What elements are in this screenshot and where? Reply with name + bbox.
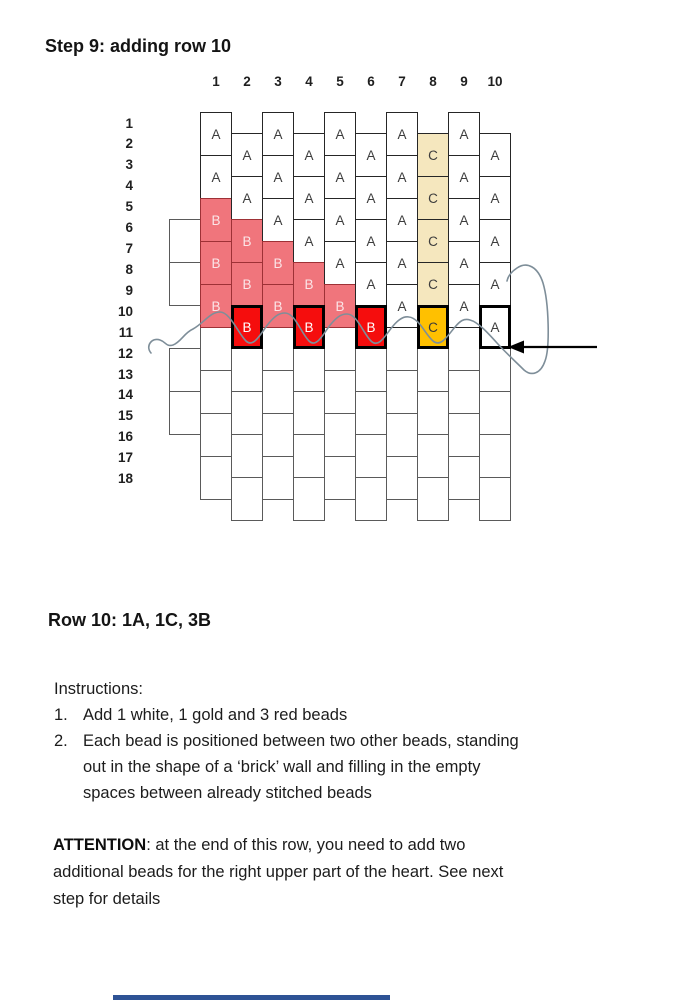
bead-A: A — [293, 219, 325, 263]
empty-cell — [293, 391, 325, 435]
attention-label: ATTENTION — [53, 836, 147, 854]
bead-A: A — [448, 198, 480, 242]
column-label: 5 — [336, 74, 344, 89]
instruction-number: 2. — [54, 732, 68, 750]
bead-B: B — [200, 241, 232, 285]
bead-C: C — [417, 262, 449, 306]
bead-A: A — [231, 133, 263, 177]
row-label: 13 — [117, 366, 133, 382]
bead-B: B — [262, 284, 294, 328]
bead-A: A — [262, 198, 294, 242]
empty-cell — [324, 413, 356, 457]
empty-cell — [231, 434, 263, 478]
bead-B: B — [293, 305, 325, 349]
column-label: 3 — [274, 74, 282, 89]
empty-cell — [386, 327, 418, 371]
bead-A: A — [386, 198, 418, 242]
bead-A: A — [479, 176, 511, 220]
empty-cell — [200, 456, 232, 500]
column-label: 7 — [398, 74, 406, 89]
attention-text: : at the end of this row, you need to add two additional beads for the right upper part of the heart. See next step for details — [53, 836, 504, 908]
bead-C: C — [417, 305, 449, 349]
bead-A: A — [448, 112, 480, 156]
empty-cell — [355, 391, 387, 435]
row-label: 12 — [117, 345, 133, 361]
empty-cell — [262, 327, 294, 371]
bead-A: A — [448, 241, 480, 285]
empty-cell — [262, 370, 294, 414]
empty-cell — [386, 456, 418, 500]
bead-A: A — [355, 262, 387, 306]
row-label: 17 — [117, 450, 133, 466]
bead-A: A — [479, 262, 511, 306]
empty-cell — [169, 219, 201, 263]
empty-cell — [448, 413, 480, 457]
row-label: 16 — [117, 429, 133, 445]
empty-cell — [293, 477, 325, 521]
empty-cell — [293, 434, 325, 478]
empty-cell — [231, 477, 263, 521]
row-label: 14 — [117, 387, 133, 403]
instruction-text: Each bead is positioned between two other beads, standing out in the shape of a ‘brick’ wall and filling in the empty spaces between already stitched beads — [83, 732, 519, 802]
empty-cell — [169, 391, 201, 435]
column-label: 2 — [243, 74, 251, 89]
empty-cell — [262, 456, 294, 500]
instructions-heading: Instructions: — [54, 680, 143, 698]
empty-cell — [417, 391, 449, 435]
empty-cell — [355, 477, 387, 521]
bead-C: C — [417, 176, 449, 220]
bead-A: A — [324, 112, 356, 156]
row-label: 1 — [125, 115, 133, 131]
empty-cell — [479, 477, 511, 521]
empty-cell — [479, 391, 511, 435]
row-label: 2 — [125, 136, 133, 152]
bead-B: B — [231, 219, 263, 263]
bead-A: A — [324, 241, 356, 285]
empty-cell — [417, 477, 449, 521]
empty-cell — [262, 413, 294, 457]
empty-cell — [231, 391, 263, 435]
empty-cell — [293, 348, 325, 392]
bead-B: B — [231, 305, 263, 349]
bead-A: A — [324, 198, 356, 242]
bead-A: A — [324, 155, 356, 199]
row-label: 9 — [125, 282, 133, 298]
bead-A: A — [386, 241, 418, 285]
empty-cell — [479, 434, 511, 478]
empty-cell — [448, 327, 480, 371]
bead-A: A — [293, 176, 325, 220]
bead-B: B — [355, 305, 387, 349]
row-label: 3 — [125, 157, 133, 173]
empty-cell — [169, 348, 201, 392]
empty-cell — [448, 456, 480, 500]
bottom-accent-bar — [113, 995, 390, 1000]
empty-cell — [324, 456, 356, 500]
bead-B: B — [324, 284, 356, 328]
column-label: 8 — [429, 74, 437, 89]
empty-cell — [417, 434, 449, 478]
column-label: 1 — [212, 74, 220, 89]
row-label: 4 — [125, 178, 133, 194]
bead-A: A — [479, 219, 511, 263]
bead-A: A — [386, 284, 418, 328]
row-label: 8 — [125, 261, 133, 277]
bead-A: A — [262, 155, 294, 199]
instruction-item — [54, 702, 524, 728]
bead-A: A — [200, 155, 232, 199]
bead-A: A — [479, 305, 511, 349]
row-label: 7 — [125, 241, 133, 257]
bead-A: A — [355, 133, 387, 177]
empty-cell — [355, 434, 387, 478]
bead-A: A — [293, 133, 325, 177]
bead-A: A — [386, 112, 418, 156]
empty-cell — [324, 370, 356, 414]
column-label: 10 — [487, 74, 503, 89]
empty-cell — [200, 413, 232, 457]
empty-cell — [479, 348, 511, 392]
empty-cell — [169, 262, 201, 306]
empty-cell — [386, 370, 418, 414]
row-label: 15 — [117, 408, 133, 424]
empty-cell — [448, 370, 480, 414]
empty-cell — [355, 348, 387, 392]
empty-cell — [386, 413, 418, 457]
bead-A: A — [479, 133, 511, 177]
bead-A: A — [355, 176, 387, 220]
instructions-block — [54, 676, 614, 806]
bead-B: B — [200, 198, 232, 242]
bead-A: A — [355, 219, 387, 263]
row-heading: Row 10: 1A, 1C, 3B — [48, 610, 212, 630]
attention-note — [53, 832, 533, 913]
instruction-item — [54, 728, 524, 806]
bead-C: C — [417, 133, 449, 177]
bead-B: B — [262, 241, 294, 285]
bead-C: C — [417, 219, 449, 263]
bead-A: A — [448, 155, 480, 199]
bead-B: B — [231, 262, 263, 306]
instruction-number: 1. — [54, 706, 68, 724]
empty-cell — [200, 327, 232, 371]
instruction-text: Add 1 white, 1 gold and 3 red beads — [83, 706, 348, 724]
page-title: Step 9: adding row 10 — [45, 36, 232, 56]
row-label: 6 — [125, 220, 133, 236]
empty-cell — [417, 348, 449, 392]
column-label: 6 — [367, 74, 375, 89]
empty-cell — [200, 370, 232, 414]
bead-A: A — [386, 155, 418, 199]
row-label: 10 — [117, 303, 133, 319]
empty-cell — [231, 348, 263, 392]
column-label: 9 — [460, 74, 468, 89]
bead-B: B — [293, 262, 325, 306]
column-label: 4 — [305, 74, 313, 89]
bead-B: B — [200, 284, 232, 328]
row-label: 5 — [125, 199, 133, 215]
instruction-list — [54, 702, 614, 806]
bead-A: A — [200, 112, 232, 156]
bead-A: A — [231, 176, 263, 220]
row-label: 11 — [118, 324, 133, 340]
bead-A: A — [448, 284, 480, 328]
empty-cell — [324, 327, 356, 371]
row-label: 18 — [117, 471, 133, 487]
bead-A: A — [262, 112, 294, 156]
